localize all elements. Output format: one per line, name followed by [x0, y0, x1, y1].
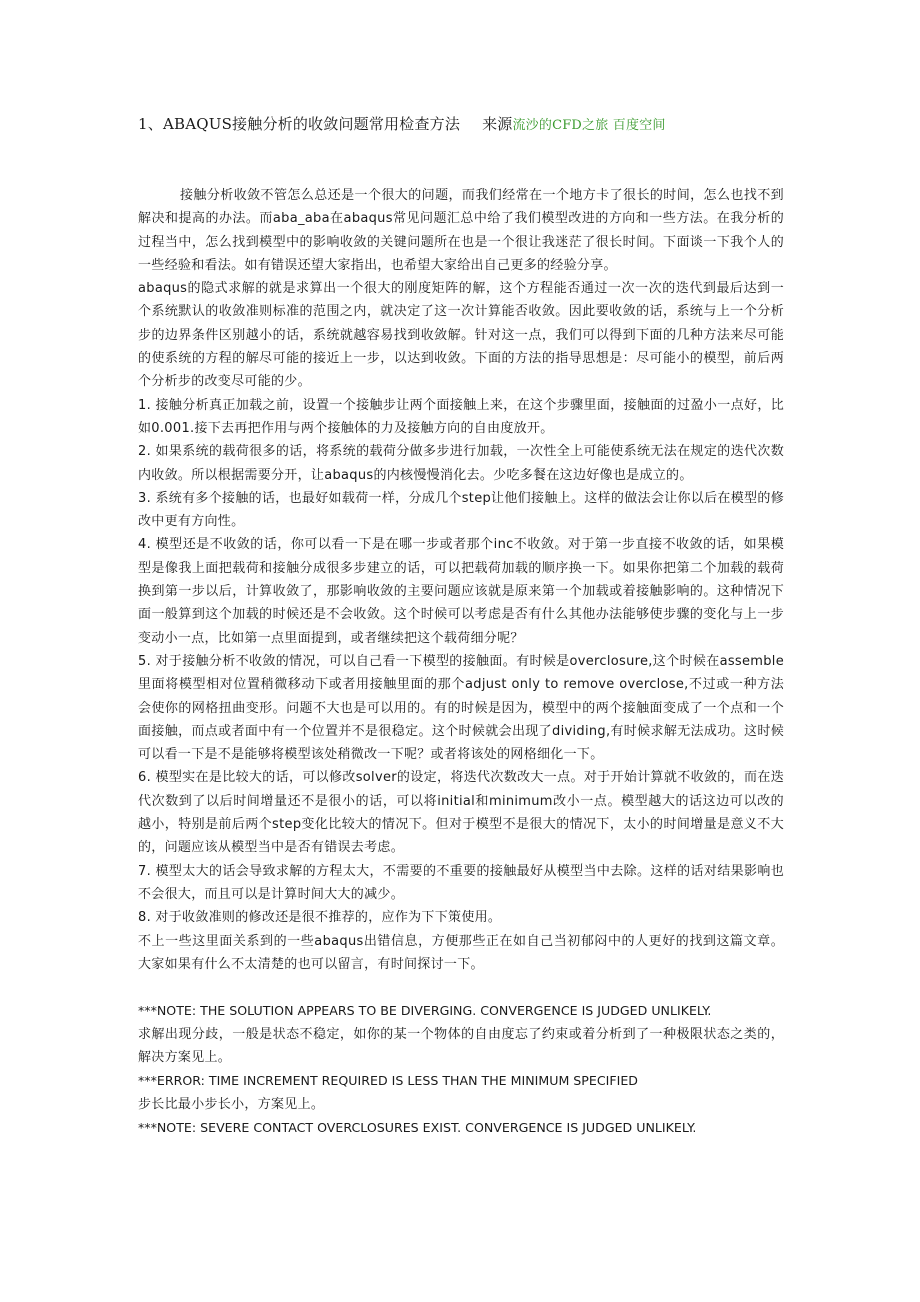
closing-paragraph: 不上一些这里面关系到的一些abaqus出错信息，方便那些正在如自己当初郁闷中的人更好的找到这篇文章。大家如果有什么不太清楚的也可以留言，有时间探讨一下。: [138, 933, 784, 972]
tip-item-2: 2. 如果系统的载荷很多的话，将系统的载荷分做多步进行加载，一次性全上可能使系统无法在规定的迭代次数内收敛。所以根据需要分开，让abaqus的内核慢慢消化去。少吃多餐在这边好像也是成立的。: [138, 444, 784, 483]
intro-paragraph: 接触分析收敛不管怎么总还是一个很大的问题，而我们经常在一个地方卡了很长的时间，怎么也找不到解决和提高的办法。而aba_aba在abaqus常见问题汇总中给了我们模型改进的方向和一些方法。在我分析的过程当中，怎么找到模型中的影响收敛的关键问题所在也是一个很让我迷茫了很长时间。下面谈一下我个人的一些经验和看法。如有错误还望大家指出，也希望大家给出自己更多的经验分享。: [138, 188, 784, 273]
error-message-code: ***NOTE: SEVERE CONTACT OVERCLOSURES EXIST. CONVERGENCE IS JUDGED UNLIKELY.: [138, 1119, 697, 1135]
tip-item-1: 1. 接触分析真正加载之前，设置一个接触步让两个面接触上来，在这个步骤里面，接触面的过盈小一点好，比如0.001.接下去再把作用与两个接触体的力及接触方向的自由度放开。: [138, 397, 784, 436]
document-title-line: [138, 114, 898, 136]
tip-item-7: 7. 模型太大的话会导致求解的方程太大，不需要的不重要的接触最好从模型当中去除。这样的话对结果影响也不会很大，而且可以是计算时间大大的减少。: [138, 863, 784, 902]
section-spacer: [138, 976, 784, 999]
tip-item-4: 4. 模型还是不收敛的话，你可以看一下是在哪一步或者那个inc不收敛。对于第一步直接不收敛的话，如果模型是像我上面把载荷和接触分成很多步建立的话，可以把载荷加载的顺序换一下。如果你把第二个加载的载荷换到第一步以后，计算收敛了，那影响收敛的主要问题应该就是原来第一个加载或着接触影响的。这种情况下面一般算到这个加载的时候还是不会收敛。这个时候可以考虑是否有什么其他办法能够使步骤的变化与上一步变动小一点，比如第一点里面提到，或者继续把这个载荷细分呢？: [138, 537, 784, 646]
document-body: [138, 184, 784, 1139]
error-message-code: ***NOTE: THE SOLUTION APPEARS TO BE DIVERGING. CONVERGENCE IS JUDGED UNLIKELY.: [138, 1003, 712, 1019]
tip-item-8: 8. 对于收敛准则的修改还是很不推荐的，应作为下下策使用。: [138, 910, 502, 926]
error-message-desc: 求解出现分歧，一般是状态不稳定，如你的某一个物体的自由度忘了约束或着分析到了一种极限状态之类的，解决方案见上。: [138, 1026, 784, 1065]
document-title: 1、ABAQUS接触分析的收敛问题常用检查方法: [138, 115, 461, 133]
tip-item-6: 6. 模型实在是比较大的话，可以修改solver的设定，将迭代次数改大一点。对于开始计算就不收敛的，而在迭代次数到了以后时间增量还不是很小的话，可以将initial和minimum改小一点。模型越大的话这边可以改的越小，特别是前后两个step变化比较大的情况下。但对于模型不是很大的情况下，太小的时间增量是意义不大的，问题应该从模型当中是否有错误去考虑。: [138, 770, 784, 856]
source-name-link[interactable]: 流沙的CFD之旅 百度空间: [512, 118, 666, 133]
tip-item-5: 5. 对于接触分析不收敛的情况，可以自己看一下模型的接触面。有时候是overclosure,这个时候在assemble里面将模型相对位置稍微移动下或者用接触里面的那个adjust only to remove overclose,不过或一种方法会使你的网格扭曲变形。问题不大也是可以用的。有的时候是因为，模型中的两个接触面变成了一个点和一个面接触，而点或者面中有一个位置并不是很稳定。这个时候就会出现了dividing,有时候求解无法成功。这时候可以看一下是不是能够将模型该处稍微改一下呢？或者将该处的网格细化一下。: [138, 653, 784, 763]
tip-item-3: 3. 系统有多个接触的话，也最好如载荷一样，分成几个step让他们接触上。这样的做法会让你以后在模型的修改中更有方向性。: [138, 490, 784, 530]
source-label: 来源: [482, 115, 513, 133]
error-message-desc: 步长比最小步长小，方案见上。: [138, 1096, 325, 1112]
method-paragraph: abaqus的隐式求解的就是求算出一个很大的刚度矩阵的解，这个方程能否通过一次一次的迭代到最后达到一个系统默认的收敛准则标准的范围之内，就决定了这一次计算能否收敛。因此要收敛的话，系统与上一个分析步的边界条件区别越小的话，系统就越容易找到收敛解。针对这一点，我们可以得到下面的几种方法来尽可能的使系统的方程的解尽可能的接近上一步，以达到收敛。下面的方法的指导思想是：尽可能小的模型，前后两个分析步的改变尽可能的少。: [138, 281, 784, 390]
error-message-code: ***ERROR: TIME INCREMENT REQUIRED IS LESS THAN THE MINIMUM SPECIFIED: [138, 1073, 638, 1089]
